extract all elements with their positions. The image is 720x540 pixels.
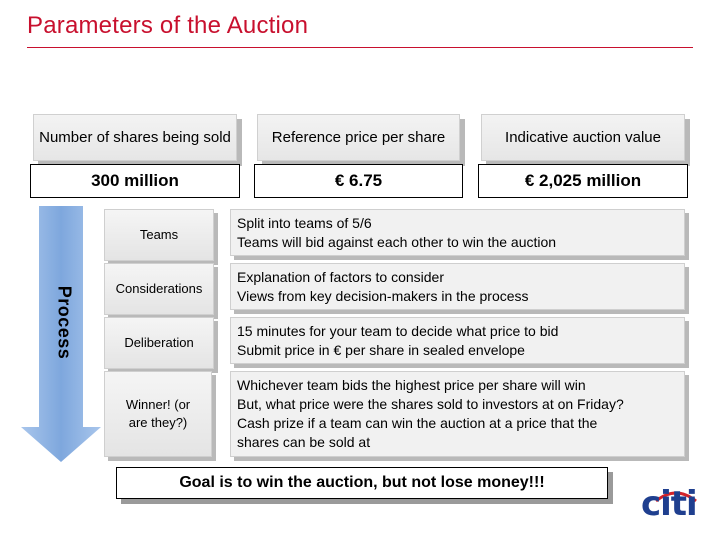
param-label-value: Indicative auction value (481, 114, 685, 161)
desc-line: Teams will bid against each other to win the auction (237, 233, 557, 250)
param-value-price: € 6.75 (254, 164, 463, 198)
param-label-shares: Number of shares being sold (33, 114, 237, 161)
step-considerations: Considerations (104, 263, 214, 315)
desc-considerations (230, 263, 685, 310)
desc-teams (230, 209, 685, 256)
step-deliberation: Deliberation (104, 317, 214, 369)
desc-winner (230, 371, 685, 457)
title-divider (27, 47, 693, 48)
desc-deliberation (230, 317, 685, 364)
desc-line: Whichever team bids the highest price per share will win (237, 377, 586, 393)
param-label-price: Reference price per share (257, 114, 460, 161)
desc-line: Submit price in € per share in sealed envelope (237, 341, 525, 358)
desc-line: Cash prize if a team can win the auction at a price that the (237, 415, 598, 431)
page-title: Parameters of the Auction (27, 12, 309, 39)
citi-logo: citi (641, 484, 697, 524)
goal-statement: Goal is to win the auction, but not lose money!!! (116, 467, 608, 499)
param-value-shares: 300 million (30, 164, 240, 198)
desc-line: 15 minutes for your team to decide what price to bid (237, 322, 559, 339)
desc-line: But, what price were the shares sold to investors at on Friday? (237, 396, 624, 412)
param-value-value: € 2,025 million (478, 164, 688, 198)
process-label: Process (54, 285, 75, 360)
desc-line: Explanation of factors to consider (237, 268, 445, 285)
desc-line: Views from key decision-makers in the process (237, 287, 529, 304)
desc-line: shares can be sold at (237, 434, 371, 450)
process-arrow-icon (0, 0, 110, 540)
step-teams: Teams (104, 209, 214, 261)
desc-line: Split into teams of 5/6 (237, 214, 372, 231)
step-winner: Winner! (or are they?) (104, 371, 212, 457)
